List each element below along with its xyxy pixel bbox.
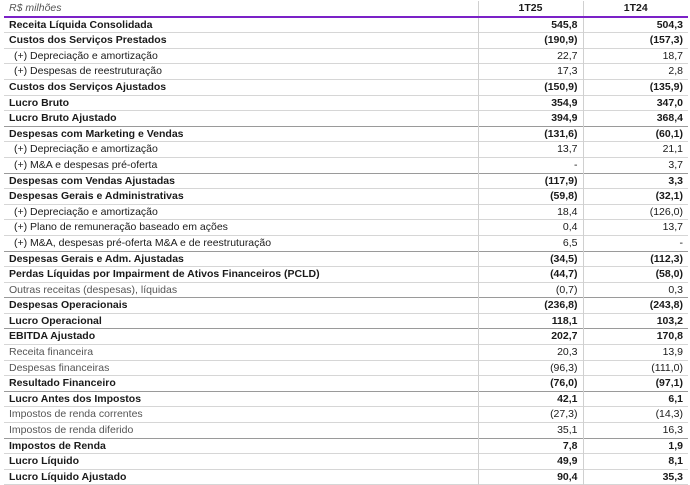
value-1t25: 18,4 [478,204,583,220]
table-row [4,204,688,220]
column-header-1t24: 1T24 [623,2,648,14]
value-1t25: (76,0) [478,376,583,392]
table-row [4,407,688,423]
value-1t25: 118,1 [478,313,583,329]
income-statement-table [4,1,688,485]
value-1t25: 22,7 [478,48,583,64]
table-header-row [4,1,688,17]
value-1t24: 13,7 [662,221,683,234]
row-label: (+) Depreciação e amortização [4,142,478,158]
value-1t24: 103,2 [656,314,683,327]
value-1t24: 347,0 [656,96,683,109]
value-1t25: 17,3 [478,64,583,80]
value-1t24: (126,0) [649,205,683,218]
table-row [4,79,688,95]
table-row [4,189,688,205]
value-1t24: (243,8) [649,299,683,312]
table-row [4,391,688,407]
row-label: Receita Líquida Consolidada [4,17,478,33]
value-1t25: 545,8 [478,17,583,33]
value-1t25: (0,7) [478,282,583,298]
value-1t25: 90,4 [478,469,583,485]
row-label: Despesas com Vendas Ajustadas [4,173,478,189]
value-1t25: (236,8) [478,298,583,314]
value-1t25: 202,7 [478,329,583,345]
value-1t25: (117,9) [478,173,583,189]
column-header-1t25: 1T25 [478,1,583,17]
value-1t25: 13,7 [478,142,583,158]
value-1t24: (135,9) [649,80,683,93]
row-label: Resultado Financeiro [4,376,478,392]
value-1t24: 8,1 [668,455,683,468]
value-1t24: 1,9 [668,439,683,452]
value-1t25: 35,1 [478,423,583,439]
row-label: Impostos de renda diferido [4,423,478,439]
value-1t25: (150,9) [478,79,583,95]
row-label: Lucro Bruto [4,95,478,111]
value-1t25: (27,3) [478,407,583,423]
value-1t24: 2,8 [668,65,683,78]
row-label: Impostos de renda correntes [4,407,478,423]
row-label: EBITDA Ajustado [4,329,478,345]
value-1t25: 42,1 [478,391,583,407]
value-1t25: 394,9 [478,111,583,127]
table-row [4,157,688,173]
value-1t24: 368,4 [656,112,683,125]
value-1t25: - [478,157,583,173]
value-1t24: 504,3 [656,18,683,31]
row-label: (+) M&A e despesas pré-oferta [4,157,478,173]
value-1t25: (131,6) [478,126,583,142]
table-row [4,95,688,111]
row-label: Receita financeira [4,345,478,361]
table-row [4,438,688,454]
value-1t24: (58,0) [655,268,683,281]
table-row [4,235,688,251]
row-label: Despesas com Marketing e Vendas [4,126,478,142]
units-label: R$ milhões [4,1,478,17]
value-1t24: 6,1 [668,392,683,405]
value-1t24: 3,7 [668,158,683,171]
table-row [4,142,688,158]
table-row [4,282,688,298]
value-1t25: (44,7) [478,267,583,283]
row-label: Despesas Gerais e Administrativas [4,189,478,205]
row-label: (+) M&A, despesas pré-oferta M&A e de reestruturação [4,235,478,251]
value-1t25: 6,5 [478,235,583,251]
row-label: (+) Depreciação e amortização [4,48,478,64]
table-row [4,376,688,392]
table-row [4,329,688,345]
row-label: Despesas Gerais e Adm. Ajustadas [4,251,478,267]
value-1t24: 3,3 [668,174,683,187]
table-row [4,313,688,329]
table-row [4,251,688,267]
value-1t24: 16,3 [662,424,683,437]
value-1t25: 7,8 [478,438,583,454]
row-label: (+) Plano de remuneração baseado em ações [4,220,478,236]
value-1t24: - [679,236,683,249]
row-label: Perdas Líquidas por Impairment de Ativos Financeiros (PCLD) [4,267,478,283]
table-row [4,423,688,439]
value-1t25: 354,9 [478,95,583,111]
value-1t24: 35,3 [662,470,683,483]
row-label: Despesas Operacionais [4,298,478,314]
row-label: Lucro Antes dos Impostos [4,391,478,407]
value-1t24: (60,1) [655,127,683,140]
row-label: Custos dos Serviços Prestados [4,33,478,49]
value-1t25: 20,3 [478,345,583,361]
row-label: Lucro Líquido [4,454,478,470]
table-row [4,64,688,80]
row-label: Despesas financeiras [4,360,478,376]
value-1t24: (157,3) [649,34,683,47]
row-label: (+) Depreciação e amortização [4,204,478,220]
value-1t25: (34,5) [478,251,583,267]
value-1t24: (97,1) [655,377,683,390]
row-label: Lucro Operacional [4,313,478,329]
table-row [4,360,688,376]
table-row [4,33,688,49]
table-row [4,267,688,283]
table-row [4,469,688,485]
value-1t24: 13,9 [662,346,683,359]
value-1t24: (111,0) [651,361,683,374]
row-label: Custos dos Serviços Ajustados [4,79,478,95]
value-1t24: 18,7 [662,49,683,62]
value-1t25: (59,8) [478,189,583,205]
value-1t24: (14,3) [655,408,683,421]
row-label: Lucro Bruto Ajustado [4,111,478,127]
table-row [4,298,688,314]
row-label: Lucro Líquido Ajustado [4,469,478,485]
value-1t24: (112,3) [650,252,683,265]
row-label: (+) Despesas de reestruturação [4,64,478,80]
table-row [4,345,688,361]
table-row [4,220,688,236]
value-1t24: 170,8 [656,330,683,343]
table-body [4,17,688,485]
value-1t25: (190,9) [478,33,583,49]
value-1t25: 49,9 [478,454,583,470]
value-1t24: 21,1 [662,143,683,156]
value-1t25: 0,4 [478,220,583,236]
table-row [4,111,688,127]
table-row [4,17,688,33]
table-row [4,173,688,189]
value-1t24: 0,3 [668,283,683,296]
table-row [4,454,688,470]
table-row [4,126,688,142]
table-row [4,48,688,64]
value-1t24: (32,1) [655,190,683,203]
row-label: Outras receitas (despesas), líquidas [4,282,478,298]
row-label: Impostos de Renda [4,438,478,454]
value-1t25: (96,3) [478,360,583,376]
